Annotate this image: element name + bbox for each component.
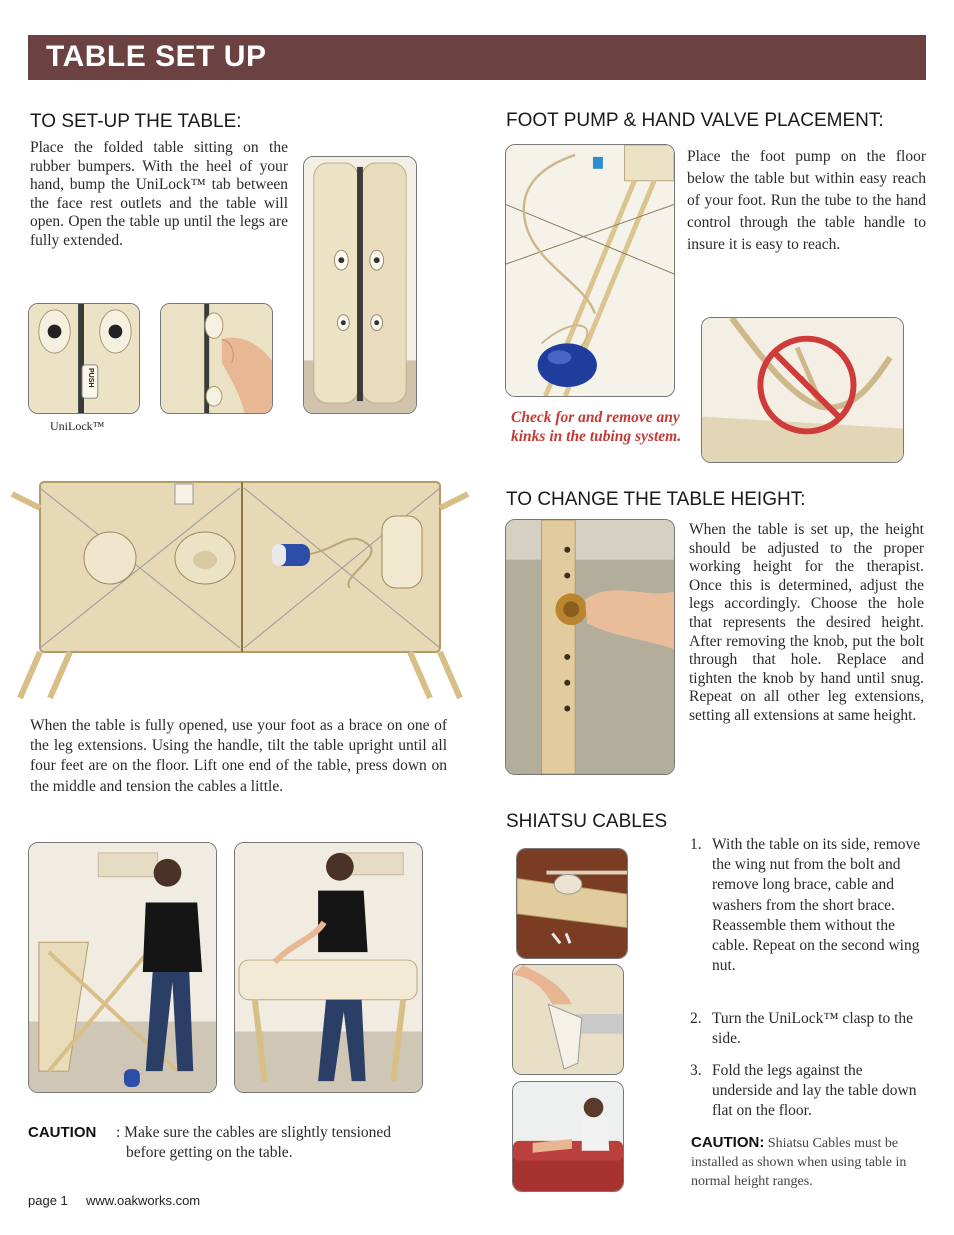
unilock-closeup-photo xyxy=(28,303,140,414)
setup-heading: TO SET-UP THE TABLE: xyxy=(30,111,242,132)
step-number: 2. xyxy=(690,1010,702,1027)
shiatsu-step-2 xyxy=(690,1009,925,1051)
shiatsu-heading: SHIATSU CABLES xyxy=(506,811,668,832)
unilock-clasp-photo xyxy=(512,964,624,1075)
step-number: 3. xyxy=(690,1062,702,1079)
press-table-photo xyxy=(234,842,423,1093)
pump-heading: FOOT PUMP & HAND VALVE PLACEMENT: xyxy=(506,110,884,131)
height-heading: TO CHANGE THE TABLE HEIGHT: xyxy=(506,489,806,510)
shiatsu-caution-text: Shiatsu Cables must be installed as shown when using table in normal height ranges. xyxy=(691,1136,907,1189)
page-number: page 1 xyxy=(28,1193,68,1208)
step-text: With the table on its side, remove the wing nut from the bolt and remove long brace, cable and washers from the short brace. Reassemble them without the cable. Repeat on the second wing nut. xyxy=(712,836,921,975)
open-table-photo xyxy=(10,468,470,703)
unilock-caption: UniLock™ xyxy=(50,419,105,433)
setup-paragraph: Place the folded table sitting on the rubber bumpers. With the heel of your hand, bump the UniLock™ tab between the face rest outlets and the table will open. Open the table up until the legs are fully extended. xyxy=(30,139,288,249)
pump-paragraph: Place the foot pump on the floor below the table but within easy reach of your foot. Run the tube to the hand control through the table handle to insure it is easy to reach. xyxy=(687,148,926,253)
leg-knob-photo xyxy=(505,519,675,775)
setup-caution-label: CAUTION xyxy=(28,1124,97,1141)
setup-paragraph-2: When the table is fully opened, use your foot as a brace on one of the leg extensions. Using the handle, tilt the table upright until all four feet are on the floor. Lift one end of the table, press down on the middle and tension the cables a little. xyxy=(30,717,447,795)
folded-table-photo xyxy=(303,156,417,414)
wing-nut-photo xyxy=(516,848,628,959)
step-text: Turn the UniLock™ clasp to the side. xyxy=(712,1010,914,1048)
push-tab-label: PUSH xyxy=(87,368,94,388)
foot-pump-photo xyxy=(505,144,675,397)
website-link[interactable]: www.oakworks.com xyxy=(86,1193,201,1208)
page-title: TABLE SET UP xyxy=(46,40,267,73)
shiatsu-caution xyxy=(691,1133,925,1191)
shiatsu-step-3 xyxy=(690,1061,925,1123)
height-paragraph: When the table is set up, the height should be adjusted to the proper working height for the therapist. Once this is determined, adjust the legs accordingly. Choose the hole that represents the desired height. After removing the knob, put the bolt through that hole. Replace and tighten the knob by hand until snug. Repeat on all other leg extensions, setting all extensions at same height. xyxy=(689,521,924,724)
floor-table-photo xyxy=(512,1081,624,1192)
tilt-table-photo xyxy=(28,842,217,1093)
step-text: Fold the legs against the underside and lay the table down flat on the floor. xyxy=(712,1062,917,1120)
setup-caution-text: : Make sure the cables are slightly tensioned before getting on the table. xyxy=(116,1124,392,1161)
shiatsu-caution-label: CAUTION: xyxy=(691,1134,765,1151)
step-number: 1. xyxy=(690,836,702,853)
kinks-note: Check for and remove any kinks in the tubing system. xyxy=(511,409,682,445)
kinked-tube-photo xyxy=(701,317,904,463)
hand-bump-photo xyxy=(160,303,273,414)
shiatsu-step-1 xyxy=(690,835,925,998)
